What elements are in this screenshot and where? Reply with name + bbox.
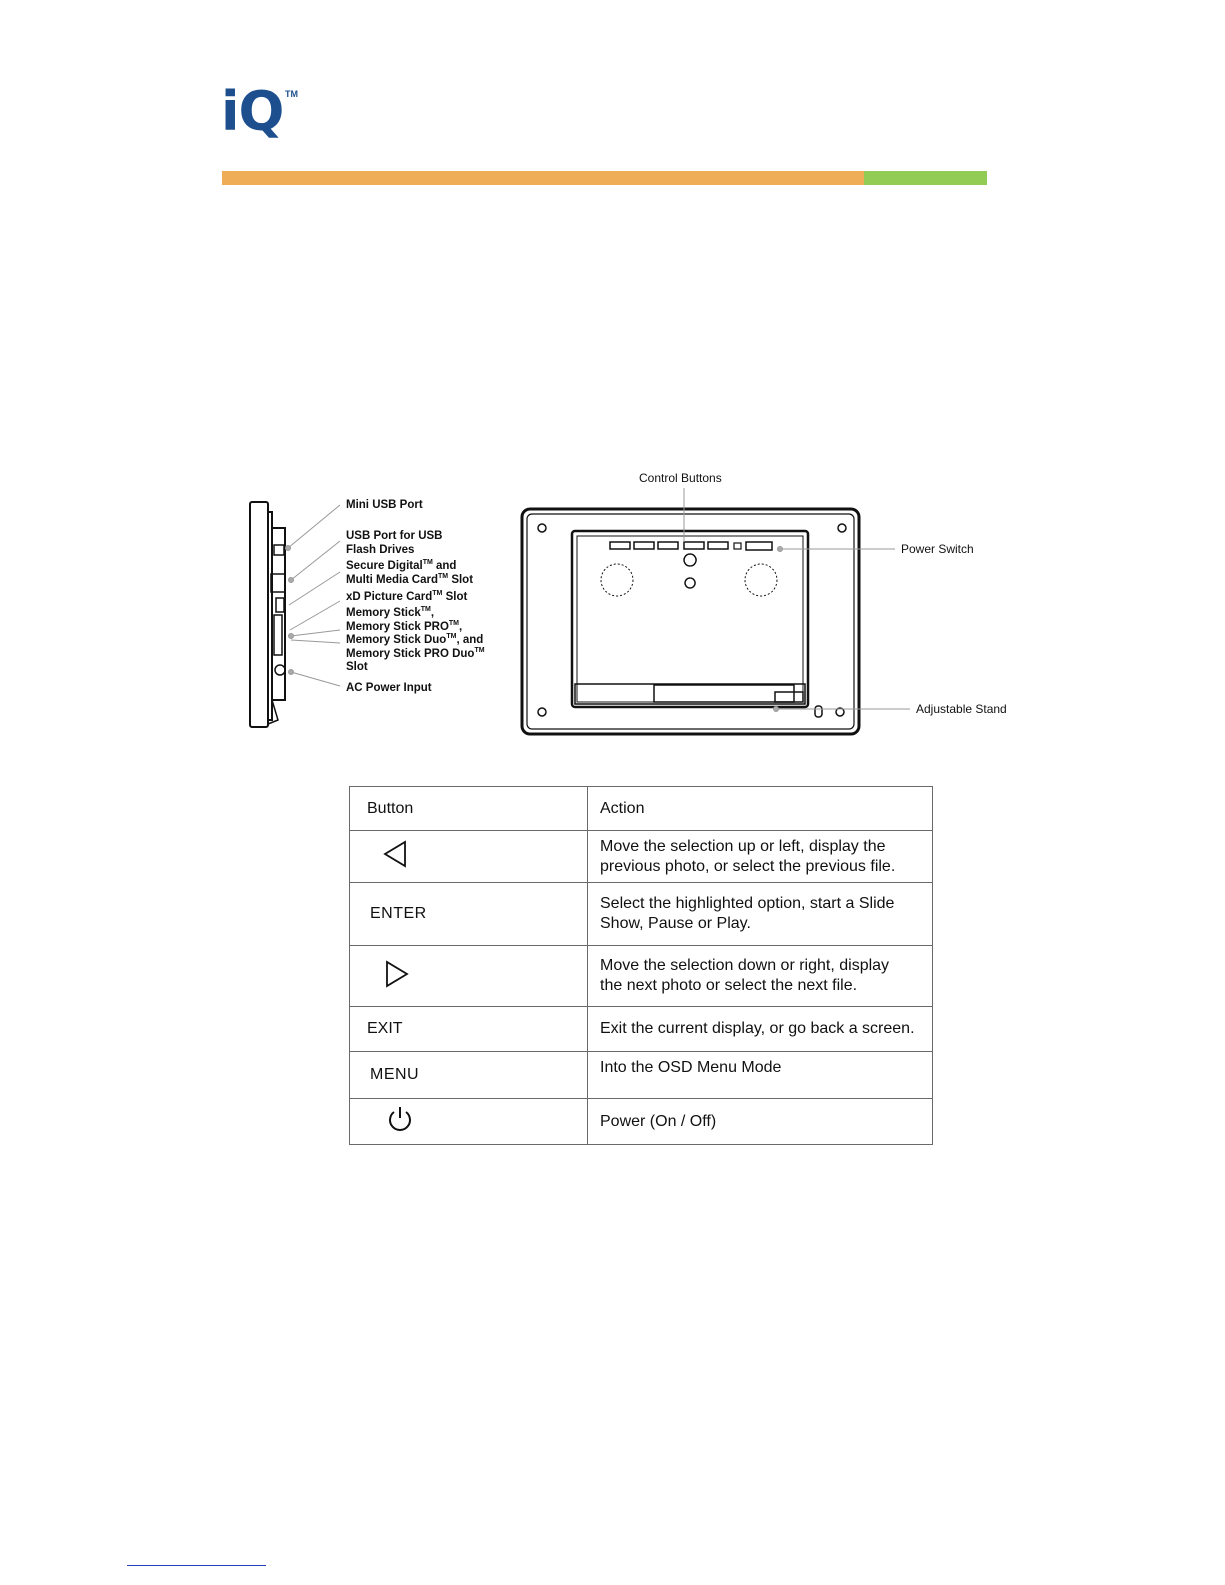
- callout-adjustable-stand: Adjustable Stand: [916, 702, 1007, 716]
- table-row: [350, 1099, 933, 1145]
- callout-ac-power-input: AC Power Input: [346, 682, 432, 694]
- callout-xd-slot: xD Picture Card™ Slot: [346, 590, 468, 603]
- table-row: [350, 946, 933, 1007]
- right-triangle-icon: [381, 959, 411, 989]
- header-button: Button: [350, 787, 588, 831]
- button-cell: ENTER: [350, 883, 588, 946]
- callout-control-buttons: Control Buttons: [639, 471, 722, 485]
- button-cell: MENU: [350, 1052, 588, 1099]
- back-callout-lines: [684, 488, 910, 712]
- callout-sd-mmc-slot: Secure Digital™ and Multi Media Card™ Slot: [346, 559, 474, 586]
- back-view-illustration: [522, 509, 859, 734]
- table-row: [350, 1052, 933, 1099]
- table-row: [350, 831, 933, 883]
- product-diagram: [0, 0, 1225, 760]
- action-cell: Into the OSD Menu Mode: [588, 1052, 933, 1099]
- footer-link-underline: [127, 1565, 266, 1566]
- action-cell: Power (On / Off): [588, 1099, 933, 1145]
- action-cell: Move the selection up or left, display the previous photo, or select the previous file.: [588, 831, 933, 883]
- callout-mini-usb-port: Mini USB Port: [346, 499, 423, 511]
- callout-memory-stick-slot: Memory Stick™, Memory Stick PRO™, Memory Stick Duo™, and Memory Stick PRO Duo™ Slot: [346, 606, 485, 673]
- callout-usb-flash-port: USB Port for USB Flash Drives: [346, 530, 443, 556]
- action-cell: Exit the current display, or go back a screen.: [588, 1007, 933, 1052]
- button-cell: EXIT: [350, 1007, 588, 1052]
- logo-text: iQ: [221, 80, 284, 143]
- power-icon: [385, 1104, 415, 1134]
- header-action: Action: [588, 787, 933, 831]
- action-cell: Move the selection down or right, display the next photo or select the next file.: [588, 946, 933, 1007]
- action-cell: Select the highlighted option, start a Slide Show, Pause or Play.: [588, 883, 933, 946]
- table-header-row: [350, 787, 933, 831]
- side-view-illustration: [250, 502, 285, 727]
- table-row: [350, 883, 933, 946]
- table-row: [350, 1007, 933, 1052]
- side-callout-lines: [286, 505, 341, 686]
- callout-power-switch: Power Switch: [901, 542, 974, 556]
- logo-trademark: TM: [285, 89, 298, 99]
- left-triangle-icon: [381, 839, 411, 869]
- button-action-table: [349, 786, 933, 1145]
